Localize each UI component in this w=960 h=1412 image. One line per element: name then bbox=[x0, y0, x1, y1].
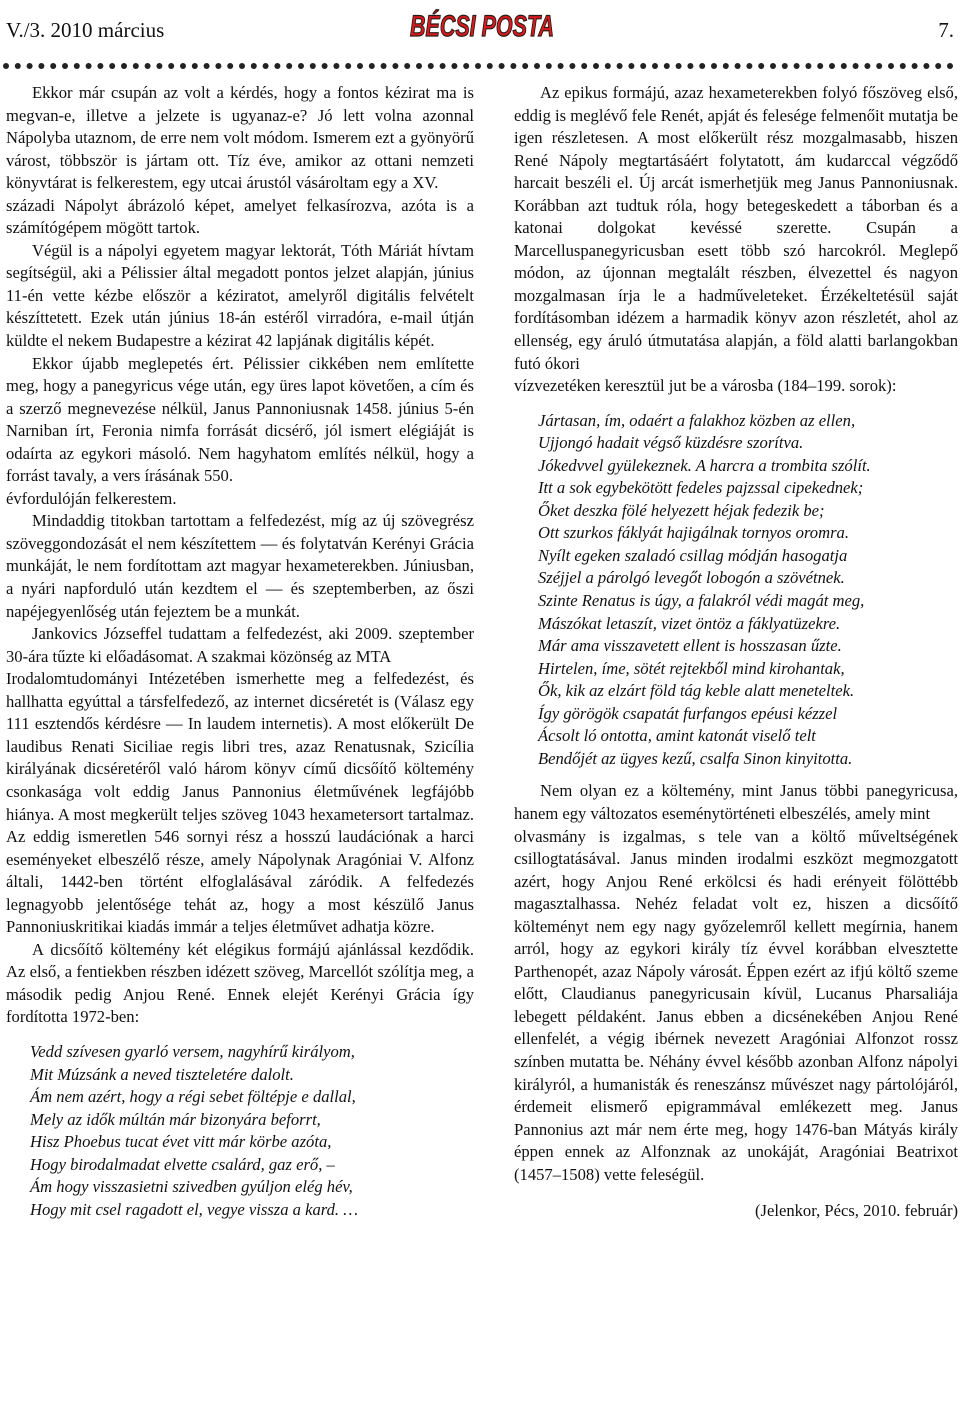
divider-dot bbox=[97, 63, 103, 69]
divider-dot bbox=[876, 63, 882, 69]
divider-dot bbox=[286, 63, 292, 69]
poem-line: Bendőjét az ügyes kezű, csalfa Sinon kinyitotta. bbox=[538, 748, 853, 768]
poem-line: Ők, kik az elzárt föld tág keble alatt meneteltek. bbox=[538, 681, 855, 701]
divider-dot bbox=[640, 63, 646, 69]
paragraph: Ekkor már csupán az volt a kérdés, hogy a fontos kézirat ma is megvan-e, illetve a jelzete is ugyanaz-e? Jó lett volna azonnal Nápolyba utaznom, de erre nem volt módom. Ismerem ezt a gyönyörű várost, többször is jártam ott. Tíz éve, amikor az ottani nemzeti könyvtárat is felkerestem, egy utcai árustól vásároltam egy a XV. bbox=[6, 83, 474, 193]
divider-dot bbox=[829, 63, 835, 69]
divider-dot bbox=[345, 63, 351, 69]
poem-line: Ott szurkos fáklyát hajigálnak tornyos oromra. bbox=[538, 523, 849, 543]
divider-dot bbox=[192, 63, 198, 69]
divider-dot bbox=[758, 63, 764, 69]
divider-dot bbox=[133, 63, 139, 69]
poem-line: Így görögök csapatát furfangos epéusi kézzel bbox=[538, 703, 838, 723]
divider-dot bbox=[699, 63, 705, 69]
right-column bbox=[514, 82, 958, 1223]
poem-line: Ám nem azért, hogy a régi sebet föltépje e dallal, bbox=[30, 1087, 356, 1107]
divider-dot bbox=[204, 63, 210, 69]
paragraph: évfordulóján felkerestem. bbox=[6, 488, 177, 508]
paragraph: Ekkor újabb meglepetés ért. Pélissier cikkében nem említette meg, hogy a panegyricus vége után, egy üres lapot követően, a cím és a szerző megnevezése nélkül, Janus Pannoniusnak 1458. június 5-én Narniban írt, Feronia nimfa forrását dicsérő, jól ismert elégiáját is odaírta az egykori másoló. Nem hagyhatom említés nélkül, hogy a forrást tavaly, a vers írásának 550. bbox=[6, 353, 474, 486]
divider-dot bbox=[499, 63, 505, 69]
poem-line: Mit Múzsánk a neved tiszteletére dalolt. bbox=[30, 1064, 294, 1084]
divider-dot bbox=[935, 63, 941, 69]
divider-dot bbox=[451, 63, 457, 69]
divider-dot bbox=[841, 63, 847, 69]
poem-line: Hirtelen, íme, sötét rejtekből mind kirohantak, bbox=[538, 658, 845, 678]
paragraph: Jankovics Józseffel tudattam a felfedezést, aki 2009. szeptember 30-ára tűzte ki előadásomat. A szakmai közönség az MTA bbox=[6, 624, 474, 666]
poem-excerpt-right bbox=[514, 410, 958, 771]
divider-dot bbox=[628, 63, 634, 69]
divider-dot bbox=[274, 63, 280, 69]
divider-dot bbox=[215, 63, 221, 69]
issue-label: V./3. 2010 március bbox=[6, 18, 165, 42]
paragraph: olvasmány is izgalmas, s tele van a költő műveltségének csillogtatásával. Janus minden irodalmi eszközt megmozgatott azért, hogy Anjou René erkölcsi és hadi erényeit fölöttébb magasztalhassa. Nehéz feladat volt ez, hiszen a dicsőítő költeményt nem egy nagy győzelemről kellett megírnia, hanem arról, hogy az egykori király tíz évvel korábban elvesztette Parthenopét, azaz Nápoly városát. Éppen ezért az ifjú költő szeme előtt, Claudianus panegyricusain kívül, Lucanus Pharsaliája lebegett példaként. Janus ebben a dicsénekében Anjou René ellenfelét, a végig ibérnek nevezett Aragóniai Alfonzot rossz színben mutatta be. Néhány évvel később azonban Alfonz nápolyi királyról, a humanisták és reneszánsz művészet nagy pártolójáról, érdemeit elismerő epigrammával emlékezett meg. Janus Pannonius azt már nem érte meg, hogy 1476-ban Mátyás király éppen ennek az Alfonznak az unokáját, Aragóniai Beatrixot (1457–1508) vette feleségül. bbox=[514, 826, 958, 1184]
left-column bbox=[6, 82, 474, 1231]
poem-line: Mászókat letaszít, vizet öntöz a fáklyatüzekre. bbox=[538, 613, 841, 633]
poem-line: Jártasan, ím, odaért a falakhoz közben az ellen, bbox=[538, 410, 856, 430]
paragraph: Az epikus formájú, azaz hexameterekben folyó főszöveg első, eddig is meglévő fele Renét, apját és felesége felmenőit mutatja be igen részletesen. A most előkerült rész mozgalmasabb, hiszen René Nápoly megtartásáért folytatott, ám kudarccal végződő harcait beszéli el. Új arcát ismerhetjük meg Janus Pannoniusnak. Korábban azt tudtuk róla, hogy betegeskedett a táborban és a katonai dolgokat kevéssé szerette. Csupán a Marcelluspanegyricusban esett több szó harcokról. Meglepő módon, az újonnan megtalált részben, élvezettel és nagyon mozgalmasan írja le a hadműveleteket. Érzékeltetésül saját fordításomban idézem a harmadik könyv azon részletét, ahol az ellenség, egy áruló útmutatása alapján, a föld alatti barlangokban futó ókori bbox=[514, 83, 958, 373]
source-signature: (Jelenkor, Pécs, 2010. február) bbox=[755, 1201, 958, 1221]
poem-line: Őket deszka fölé helyezett héjak fedezik be; bbox=[538, 500, 825, 520]
divider-dot bbox=[546, 63, 552, 69]
divider-dot bbox=[687, 63, 693, 69]
divider-dot bbox=[180, 63, 186, 69]
paragraph: vízvezetéken keresztül jut be a városba (184–199. sorok): bbox=[514, 376, 897, 396]
poem-line: Már ama visszavetett ellent is hosszasan űzte. bbox=[538, 636, 842, 656]
divider-dot bbox=[156, 63, 162, 69]
divider-dot bbox=[676, 63, 682, 69]
divider-dot bbox=[145, 63, 151, 69]
poem-line: Ám hogy visszasietni szivedben gyúljon elég hév, bbox=[30, 1177, 353, 1197]
divider-dot bbox=[322, 63, 328, 69]
divider-dot bbox=[121, 63, 127, 69]
divider-dot bbox=[569, 63, 575, 69]
divider-dot bbox=[251, 63, 257, 69]
divider-dot bbox=[86, 63, 92, 69]
divider-dot bbox=[428, 63, 434, 69]
divider-dot bbox=[558, 63, 564, 69]
divider-dot bbox=[770, 63, 776, 69]
paragraph: Nem olyan ez a költemény, mint Janus többi panegyricusa, hanem egy változatos eseménytörténeti elbeszélés, amely mint bbox=[514, 781, 958, 823]
divider-dot bbox=[581, 63, 587, 69]
divider-dot bbox=[227, 63, 233, 69]
divider-dot bbox=[298, 63, 304, 69]
paragraph: Végül is a nápolyi egyetem magyar lektorát, Tóth Máriát hívtam segítségül, aki a Pélissier által megadott pontos jelzet alapján, június 11-én vette kézbe először a kéziratot, amelyről digitális felvételt készíttetett. Ezek után június 18-án estéről virradóra, e-mail útján küldte el nekem Budapestre a kézirat 42 lapjának digitális képét. bbox=[6, 240, 474, 351]
divider-dot bbox=[664, 63, 670, 69]
divider-dot bbox=[900, 63, 906, 69]
poem-line: Mely az idők múltán már bizonyára beforrt, bbox=[30, 1109, 321, 1129]
divider-dot bbox=[3, 63, 9, 69]
divider-dot bbox=[310, 63, 316, 69]
divider-dot bbox=[487, 63, 493, 69]
paragraph: Irodalomtudományi Intézetében ismerhette meg a felfedezést, és hallhatta egyúttal a társfelfedező, az internet dicséretét is (Válasz egy 111 esztendős kérdésre — In laudem internetis). A most előkerült De laudibus Renati Siciliae regis libri tres, azaz Renatusnak, Szicília királyának dicséretéről való három könyv című dicsőítő költemény csonkasága volt eddig Janus Pannonius életművének legfájóbb hiánya. A most megkerült teljes szöveg 1043 hexametersort tartalmaz. Az eddig ismeretlen 546 sornyi rész a hosszú laudációnak a harci eseményeket elbeszélő része, amely Nápolynak Aragóniai V. Alfonz általi, 1442-ben történt elfoglalásával záródik. A felfedezés legnagyobb jelentősége tehát az, hogy a most készülő Janus Pannoniuskritikai kiadás immár a teljes életművet adhatja közre. bbox=[6, 669, 474, 937]
poem-line: Nyílt egeken szaladó csillag módján hasogatja bbox=[538, 545, 848, 565]
divider-dot bbox=[522, 63, 528, 69]
paragraph: A dicsőítő költemény két elégikus formájú ajánlással kezdődik. Az első, a fentiekben részben idézett szöveg, Marcellót szólítja meg, a második pedig Anjou René. Ennek elejét Kerényi Grácia így fordította 1972-ben: bbox=[6, 939, 474, 1027]
divider-dot bbox=[38, 63, 44, 69]
divider-dot bbox=[782, 63, 788, 69]
poem-line: Jókedvvel gyülekeznek. A harcra a trombita szólít. bbox=[538, 455, 871, 475]
divider-dot bbox=[617, 63, 623, 69]
divider-dot bbox=[168, 63, 174, 69]
divider-dot bbox=[735, 63, 741, 69]
divider-dot bbox=[723, 63, 729, 69]
poem-line: Vedd szívesen gyarló versem, nagyhírű királyom, bbox=[30, 1041, 355, 1061]
poem-line: Hisz Phoebus tucat évet vitt már körbe azóta, bbox=[30, 1132, 332, 1152]
divider-dot bbox=[416, 63, 422, 69]
divider-dot bbox=[15, 63, 21, 69]
divider-dot bbox=[794, 63, 800, 69]
divider-dot bbox=[817, 63, 823, 69]
divider-dot bbox=[357, 63, 363, 69]
poem-line: Itt a sok egybekötött fedeles pajzssal cipekednek; bbox=[538, 478, 864, 498]
paragraph: századi Nápolyt ábrázoló képet, amelyet felkasírozva, azóta is a számítógépem mögött tartok. bbox=[6, 195, 474, 238]
divider-dot bbox=[27, 63, 33, 69]
divider-dot bbox=[381, 63, 387, 69]
poem-line: Ujjongó hadait végső küzdésre szorítva. bbox=[538, 433, 804, 453]
divider-dot bbox=[605, 63, 611, 69]
divider-dot bbox=[263, 63, 269, 69]
divider-dot bbox=[510, 63, 516, 69]
poem-line: Hogy mit csel ragadott el, vegye vissza a kard. … bbox=[30, 1199, 358, 1219]
page-header bbox=[0, 0, 960, 60]
divider-dot bbox=[534, 63, 540, 69]
divider-dot bbox=[805, 63, 811, 69]
divider-dot bbox=[475, 63, 481, 69]
divider-dot bbox=[746, 63, 752, 69]
divider-dot bbox=[404, 63, 410, 69]
divider-dot bbox=[947, 63, 953, 69]
dotted-divider bbox=[0, 60, 960, 72]
divider-dot bbox=[888, 63, 894, 69]
poem-excerpt-left bbox=[6, 1041, 474, 1221]
becsi-posta-logo bbox=[408, 6, 612, 44]
paragraph: Mindaddig titokban tartottam a felfedezést, míg az új szövegrész szöveggondozását el nem készítettem — és folytatván Kerényi Grácia munkáját, le nem fordítottam azt magyar hexameterekben. Júniusban, a nyári napforduló után kezdtem el — és szeptemberben, az őszi napéjegyenlőség után fejeztem be a munkát. bbox=[6, 511, 474, 621]
poem-line: Szinte Renatus is úgy, a falakról védi magát meg, bbox=[538, 591, 865, 611]
poem-line: Hogy birodalmadat elvette csalárd, gaz erő, – bbox=[30, 1154, 335, 1174]
divider-dot bbox=[652, 63, 658, 69]
divider-dot bbox=[593, 63, 599, 69]
divider-dot bbox=[463, 63, 469, 69]
divider-dot bbox=[109, 63, 115, 69]
divider-dot bbox=[62, 63, 68, 69]
poem-line: Széjjel a párolgó levegőt lobogón a szövétnek. bbox=[538, 568, 845, 588]
divider-dot bbox=[74, 63, 80, 69]
divider-dot bbox=[369, 63, 375, 69]
divider-dot bbox=[440, 63, 446, 69]
divider-dot bbox=[392, 63, 398, 69]
divider-dot bbox=[912, 63, 918, 69]
divider-dot bbox=[50, 63, 56, 69]
divider-dot bbox=[853, 63, 859, 69]
svg-text:BÉCSI POSTA: BÉCSI POSTA bbox=[410, 10, 612, 43]
divider-dot bbox=[923, 63, 929, 69]
poem-line: Ácsolt ló ontotta, amint katonát viselő telt bbox=[538, 726, 816, 746]
page-number: 7. bbox=[938, 18, 954, 42]
divider-dot bbox=[864, 63, 870, 69]
divider-dot bbox=[333, 63, 339, 69]
divider-dot bbox=[239, 63, 245, 69]
divider-dot bbox=[711, 63, 717, 69]
